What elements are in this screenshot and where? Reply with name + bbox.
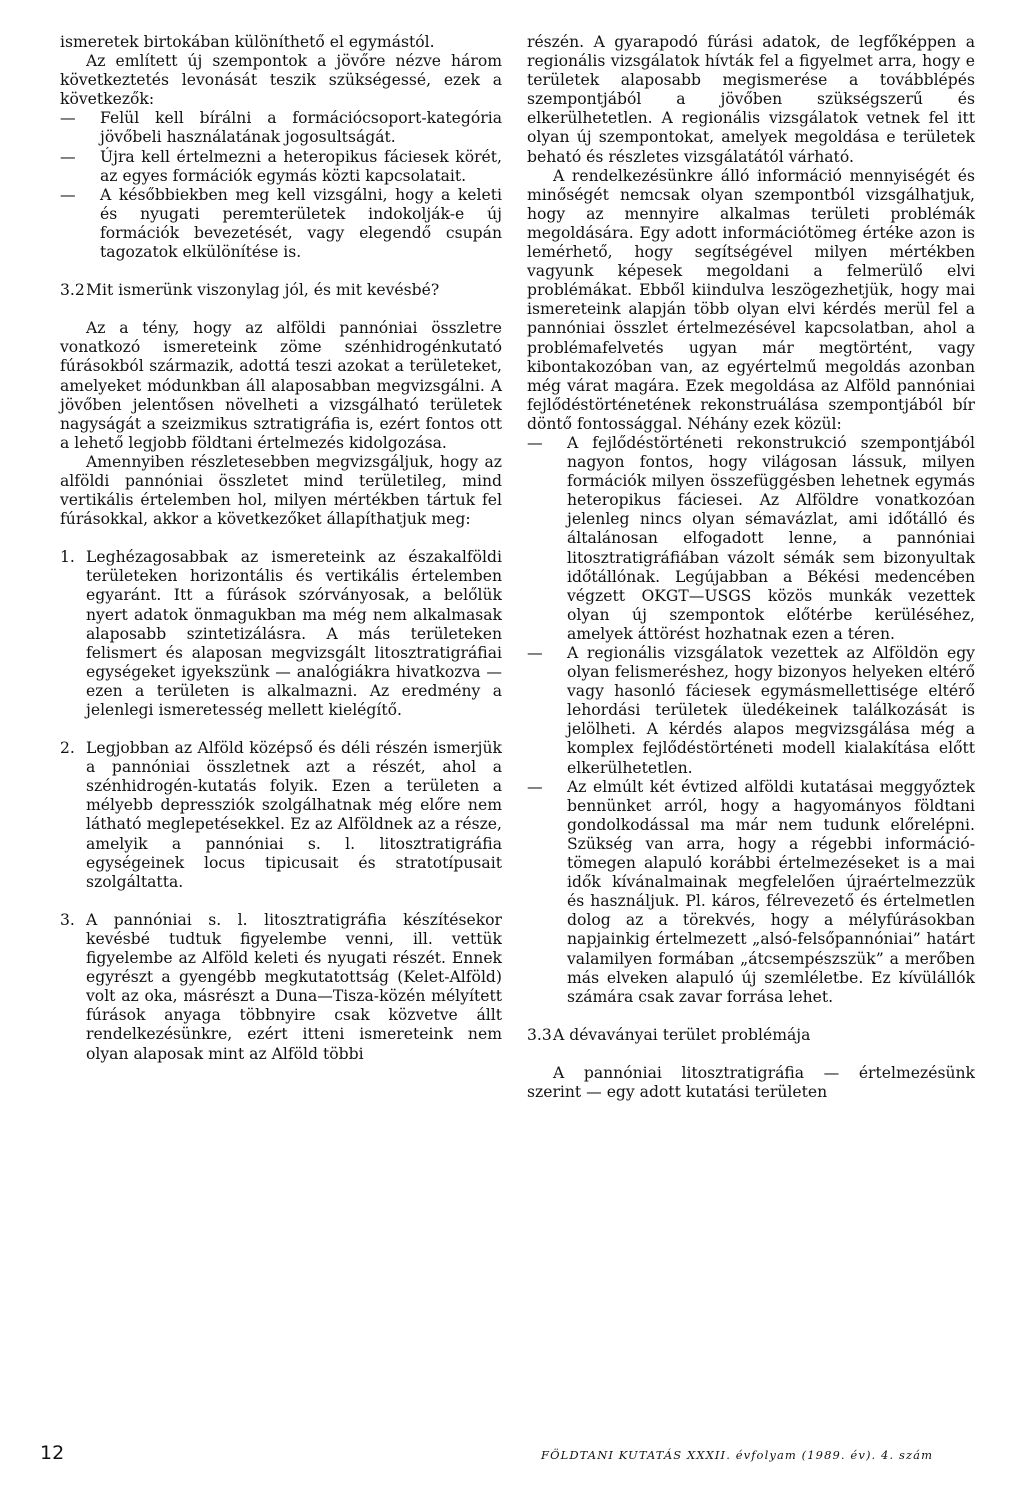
item-text: Legjobban az Alföld középső és déli részén ismerjük a pannóniai összletnek azt a részét, ahol a szénhidrogén-kutatás folyik. Ezen a területen a mélyebb depressziók szolgálhatnak még előre nem látható meglepetésekkel. Ez az Alföldnek az a része, amelyik a pannóniai s. l. litosztratigráfia egységeinek locus tipicusait és stratotípusait szolgáltatta.: [86, 739, 502, 891]
spacer: [60, 720, 502, 739]
spacer: [60, 892, 502, 911]
paragraph: A rendelkezésünkre álló információ mennyiségét és minőségét nemcsak olyan szempontból vizsgálhatjuk, hogy az mennyire alkalmas területi problémák megoldására. Egy adott információtömeg értéke azon is lemérhető, hogy segítségével milyen mértékben vagyunk képesek megoldani a felmerülő elvi problémákat. Ebből kiindulva leszögezhetjük, hogy mai ismereteink alapján több olyan elvi kérdés merül fel a pannóniai összlet értelmezésével kapcsolatban, ahol a problémafelvetés ugyan már megtörtént, vagy kibontakozóban van, az egyértelmű megoldás azonban még várat magára. Ezek megoldása az Alföld pannóniai fejlődéstörténetének rekonstruálása szempontjából bír döntő fontossággal. Néhány ezek közül:: [527, 166, 975, 433]
numbered-item: [60, 739, 502, 892]
numbered-item: [60, 911, 502, 1064]
paragraph: Az említett új szempontok a jövőre nézve három következtetés levonását teszik szükségessé, ezek a következők:: [60, 52, 502, 109]
section-heading: [527, 1026, 975, 1045]
section-number: 3.2: [60, 281, 85, 300]
section-heading: [60, 281, 502, 300]
paragraph: A pannóniai litosztratigráfia — értelmezésünk szerint — egy adott kutatási területen: [527, 1063, 975, 1101]
right-column: [527, 33, 975, 1102]
item-number: 2.: [60, 739, 75, 758]
spacer: [60, 529, 502, 548]
page-footer: [0, 1442, 1024, 1472]
spacer: [60, 262, 502, 281]
dash-bullet: —: [527, 644, 543, 662]
section-title: Mit ismerünk viszonylag jól, és mit kevésbé?: [86, 281, 440, 300]
paragraph: részén. A gyarapodó fúrási adatok, de legfőképpen a regionális vizsgálatok hívták fel a figyelmet arra, hogy e területek alaposabb megismerése a továbblépés szempontjából a jövőben szükségszerű és elkerülhetetlen. A regionális vizsgálatok vetnek fel itt olyan új szempontokat, amelyek megoldása e területek beható és részletes vizsgálatától várható.: [527, 33, 975, 166]
section-title: A dévaványai terület problémája: [553, 1025, 811, 1044]
dash-bullet: —: [527, 777, 543, 796]
paragraph: ismeretek birtokában különíthető el egymástól.: [60, 33, 435, 51]
dash-list-item: [60, 109, 502, 147]
list-item-text: Újra kell értelmezni a heteropikus fáciesek körét, az egyes formációk egymás közti kapcsolatait.: [100, 147, 502, 185]
dash-bullet: —: [60, 185, 76, 204]
item-text: A pannóniai s. l. litosztratigráfia készítésekor kevésbé tudtuk figyelembe venni, ill. vettük figyelembe az Alföld keleti és nyugati részét. Ennek egyrészt a gyengébb megkutatottság (Kelet-Alföld) volt az oka, másrészt a Duna—Tisza-közén mélyített fúrások anyaga többnyire csak közvetve állt rendelkezésünkre, ezért itteni ismereteink nem olyan alaposak mint az Alföld többi: [86, 910, 502, 1063]
paragraph: Az a tény, hogy az alföldi pannóniai összletre vonatkozó ismereteink zöme szénhidrogénkutató fúrásokból származik, adottá teszi azokat a területeket, amelyeket módunkban áll alaposabban megvizsgálni. A jövőben jelentősen növelheti a vizsgálható területek nagyságát a szeizmikus sztratigráfia is, ezért fontos ott a lehető legjobb földtani értelmezés kidolgozása.: [60, 319, 502, 452]
list-item-text: A regionális vizsgálatok vezettek az Alföldön egy olyan felismeréshez, hogy bizonyos helyeken eltérő vagy hasonló fáciesek egymásmellettisége eltérő lehordási területek üledékeinek találkozását is jelölheti. A kérdés alapos megvizsgálása még a komplex fejlődéstörténeti modell kialakítása előtt elkerülhetetlen.: [567, 644, 975, 777]
spacer: [60, 300, 502, 319]
dash-list-item: [60, 186, 502, 262]
dash-list-item: [527, 434, 975, 644]
dash-list-item: [527, 644, 975, 778]
list-item-text: Az elmúlt két évtized alföldi kutatásai meggyőztek bennünket arról, hogy a hagyományos földtani gondolkodással ma már nem tudunk előrelépni. Szükség van arra, hogy a régebbi információ-tömegen alapuló korábbi értelmezéseket is a mai idők kívánalmainak megfelelően újraértelmezzük és használjuk. Pl. káros, félrevezető és értelmetlen dolog az a törekvés, hogy a mélyfúrásokban napjainkig értelmezett „alsó-felsőpannóniai” határt valamilyen formában „átcsempészszük” a merőben más elveken alapuló új szemléletbe. Ez kívülállók számára csak zavar forrása lehet.: [567, 777, 975, 1006]
list-item-text: A későbbiekben meg kell vizsgálni, hogy a keleti és nyugati peremterületek indokolják-e új formációk bevezetését, vagy elegendő csupán tagozatok elkülönítése is.: [100, 185, 502, 262]
journal-reference: FÖLDTANI KUTATÁS XXXII. évfolyam (1989. év). 4. szám: [541, 1448, 934, 1462]
page-number: 12: [40, 1442, 65, 1464]
dash-list-item: [527, 778, 975, 1007]
section-number: 3.3: [527, 1025, 552, 1044]
paragraph: Amennyiben részletesebben megvizsgáljuk, hogy az alföldi pannóniai összletet mind területileg, mind vertikális értelemben hol, milyen mértékben tártuk fel fúrásokkal, akkor a következőket állapíthatjuk meg:: [60, 452, 502, 529]
dash-bullet: —: [60, 147, 76, 166]
item-number: 1.: [60, 548, 75, 567]
dash-bullet: —: [60, 109, 76, 128]
spacer: [527, 1007, 975, 1026]
item-number: 3.: [60, 910, 75, 929]
spacer: [527, 1045, 975, 1064]
dash-bullet: —: [527, 433, 543, 452]
dash-list-item: [60, 148, 502, 186]
numbered-item: [60, 548, 502, 720]
item-text: Leghézagosabbak az ismereteink az északalföldi területeken horizontális és vertikális értelemben egyaránt. Itt a fúrások szórványosak, a belőlük nyert adatok önmagukban ma még nem alkalmasak alaposabb szintetizálásra. A más területeken felismert és alaposan megvizsgált litosztratigráfiai egységeket igyekszünk — analógiákra hivatkozva — ezen a területen is alkalmazni. Az eredmény a jelenlegi ismeretesség mellett kielégítő.: [86, 548, 502, 719]
list-item-text: Felül kell bírálni a formációcsoport-kategória jövőbeli használatának jogosultságát.: [100, 109, 502, 147]
left-column: [60, 33, 502, 1064]
list-item-text: A fejlődéstörténeti rekonstrukció szempontjából nagyon fontos, hogy világosan lássuk, milyen formációk milyen összefüggésben lehetnek egymás heteropikus fáciesei. Az Alföldre vonatkozóan jelenleg nincs olyan sémavázlat, ami időtálló és általánosan elfogadott lenne, a pannóniai litosztratigráfiában vázolt sémák sem bizonyultak időtállónak. Legújabban a Békési medencében végzett OKGT—USGS közös munkák vezettek olyan új szempontok előtérbe kerüléséhez, amelyek áttörést hozhatnak ezen a téren.: [567, 433, 975, 643]
